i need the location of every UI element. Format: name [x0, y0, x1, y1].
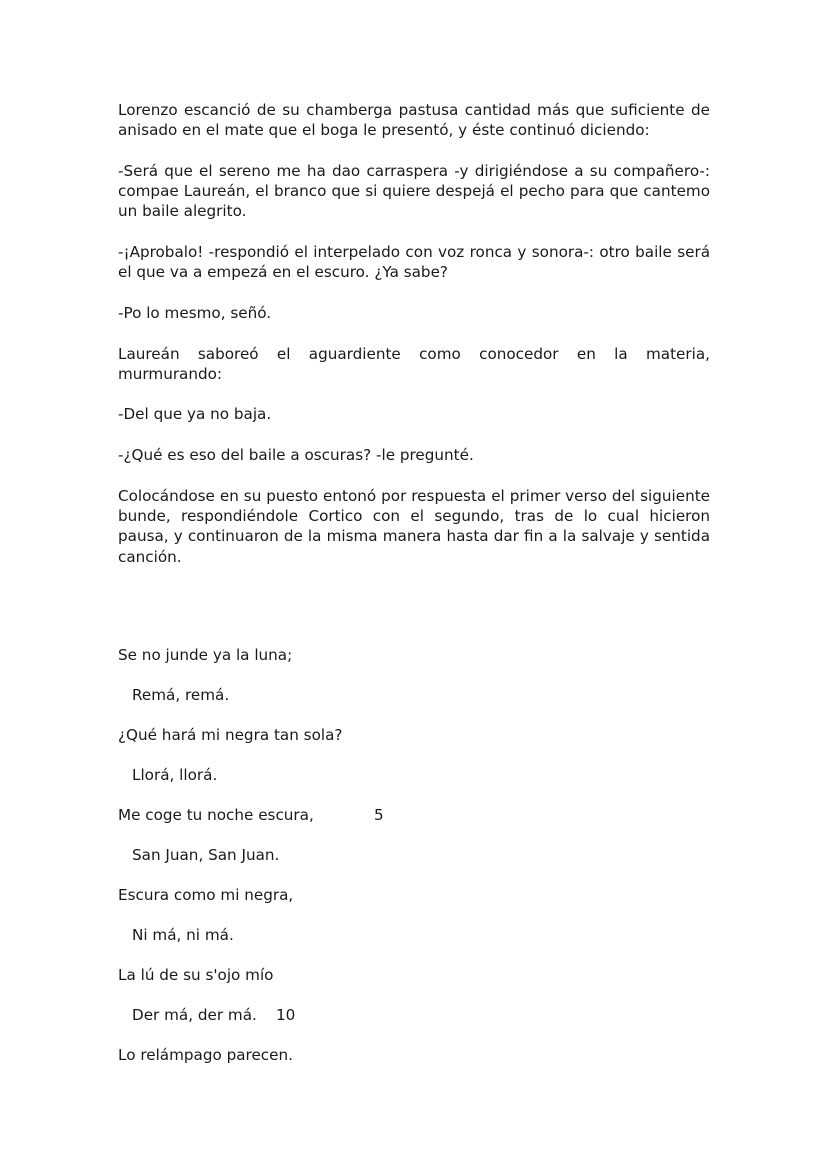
- poem: [118, 645, 710, 1085]
- prose-body: [118, 100, 710, 587]
- paragraph: Laureán saboreó el aguardiente como conocedor en la materia, murmurando:: [118, 344, 710, 383]
- verse: [118, 965, 710, 1005]
- line-number: 5: [374, 806, 384, 824]
- verse: [118, 645, 710, 685]
- paragraph: Lorenzo escanció de su chamberga pastusa cantidad más que suficiente de anisado en el mate que el boga le presentó, y éste continuó diciendo:: [118, 101, 710, 140]
- verse: [118, 885, 710, 925]
- verse-text: San Juan, San Juan.: [132, 846, 280, 864]
- verse-text: Lo relámpago parecen.: [118, 1046, 293, 1064]
- paragraph: -Será que el sereno me ha dao carraspera -y dirigiéndose a su compañero-: compae Laureán, el branco que si quiere despejá el pecho para que cantemo un baile alegrito.: [118, 161, 710, 221]
- verse-text: Escura como mi negra,: [118, 886, 294, 904]
- verse: [118, 1045, 710, 1085]
- paragraph: -¡Aprobalo! -respondió el interpelado con voz ronca y sonora-: otro baile será el que va a empezá en el escuro. ¿Ya sabe?: [118, 243, 710, 282]
- paragraph: Colocándose en su puesto entonó por respuesta el primer verso del siguiente bunde, respondiéndole Cortico con el segundo, tras de lo cual hicieron pausa, y continuaron de la misma manera hasta dar fin a la salvaje y sentida canción.: [118, 486, 710, 566]
- paragraph: -Del que ya no baja.: [118, 405, 272, 424]
- verse: [118, 845, 710, 885]
- verse-text: Ni má, ni má.: [132, 926, 234, 944]
- verse: [118, 1005, 710, 1045]
- verse-text: Me coge tu noche escura,: [118, 806, 314, 824]
- verse: [118, 765, 710, 805]
- paragraph: -¿Qué es eso del baile a oscuras? -le pregunté.: [118, 446, 474, 465]
- verse: [118, 925, 710, 965]
- verse-text: La lú de su s'ojo mío: [118, 966, 274, 984]
- verse-text: ¿Qué hará mi negra tan sola?: [118, 726, 343, 744]
- line-number: 10: [276, 1006, 296, 1024]
- verse-text: Llorá, llorá.: [132, 766, 218, 784]
- verse-text: Remá, remá.: [132, 686, 230, 704]
- verse: [118, 805, 710, 845]
- verse-text: Se no junde ya la luna;: [118, 646, 293, 664]
- verse: [118, 685, 710, 725]
- verse-text: Der má, der má.: [132, 1006, 257, 1024]
- paragraph: -Po lo mesmo, señó.: [118, 303, 272, 322]
- verse: [118, 725, 710, 765]
